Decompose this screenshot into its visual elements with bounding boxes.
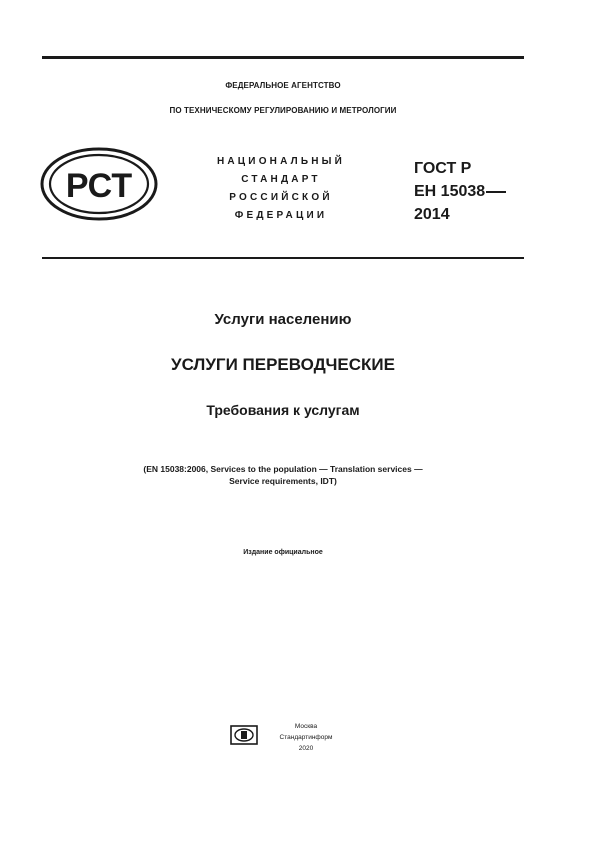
national-standard-line: ФЕДЕРАЦИИ — [234, 210, 328, 221]
designation-line-3: 2014 — [414, 206, 450, 223]
publisher-info — [266, 721, 346, 754]
designation-line-2: ЕН 15038 — [414, 183, 486, 200]
reference-line-1: (EN 15038:2006, Services to the population — Translation services — — [143, 464, 423, 474]
standard-designation — [414, 157, 506, 226]
document-title: УСЛУГИ ПЕРЕВОДЧЕСКИЕ — [171, 355, 395, 374]
gost-r-mark-icon — [40, 147, 158, 221]
agency-line-1: ФЕДЕРАЛЬНОЕ АГЕНТСТВО — [225, 81, 341, 90]
top-rule — [42, 56, 524, 59]
reference-line-2: Service requirements, IDT) — [229, 476, 337, 486]
document-subtitle: Требования к услугам — [206, 402, 360, 418]
publisher-year: 2020 — [298, 745, 314, 752]
national-standard-line: РОССИЙСКОЙ — [229, 192, 333, 203]
edition-note: Издание официальное — [243, 549, 323, 556]
svg-text:РСТ: РСТ — [65, 167, 133, 205]
national-standard-line: СТАНДАРТ — [241, 174, 321, 185]
national-standard-line: НАЦИОНАЛЬНЫЙ — [216, 156, 346, 167]
designation-dash — [486, 191, 506, 193]
middle-rule — [42, 257, 524, 259]
national-standard-block — [188, 153, 374, 225]
designation-line-1: ГОСТ Р — [414, 160, 472, 177]
publisher-city: Москва — [294, 723, 318, 730]
designation-line-2-wrap — [414, 180, 506, 203]
publisher-name: Стандартинформ — [279, 734, 333, 741]
document-subject: Услуги населению — [214, 311, 352, 328]
agency-line-2: ПО ТЕХНИЧЕСКОМУ РЕГУЛИРОВАНИЮ И МЕТРОЛОГИИ — [169, 106, 397, 115]
standartinform-logo-icon — [230, 725, 258, 745]
